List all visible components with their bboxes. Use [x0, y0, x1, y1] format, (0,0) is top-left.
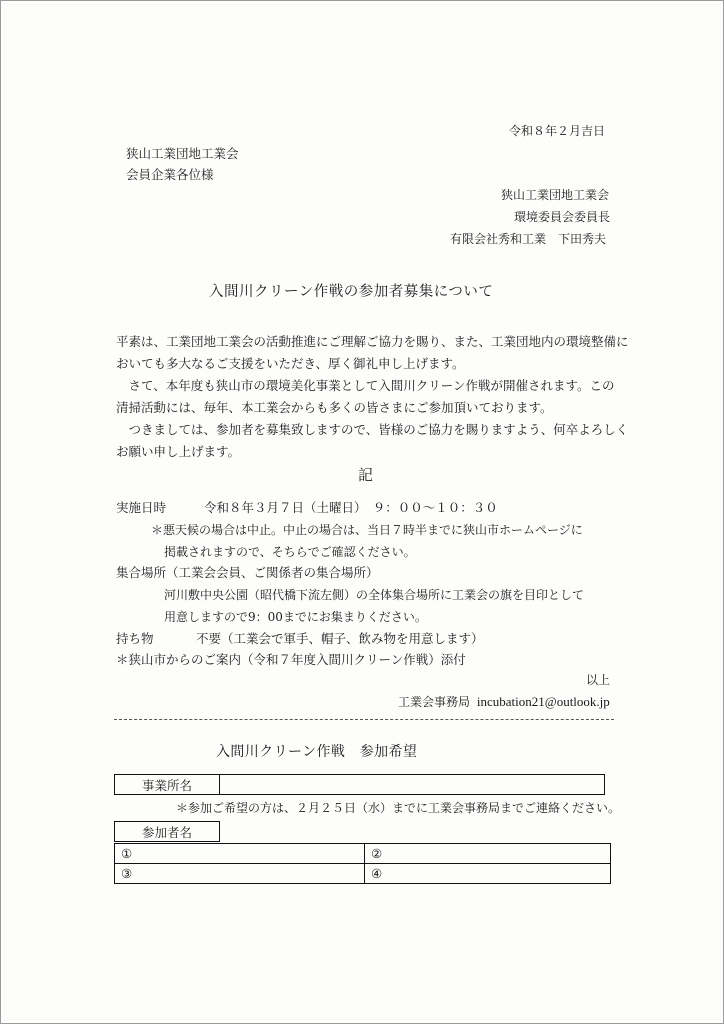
participant-slot-1[interactable]: ①: [115, 844, 365, 864]
recipient-line-2: 会員企業各位様: [126, 167, 214, 182]
participant-slot-4[interactable]: ④: [365, 864, 611, 884]
items-label: 持ち物: [116, 631, 154, 646]
items-value: 不要（工業会で軍手、帽子、飲み物を用意します）: [196, 631, 484, 646]
office-name-field[interactable]: [220, 775, 605, 795]
body-line-1: 平素は、工業団地工業会の活動推進にご理解ご協力を賜り、また、工業団地内の環境整備に: [116, 334, 629, 349]
attachment-note: ＊狭山市からのご案内（令和７年度入間川クリーン作戦）添付: [116, 652, 466, 667]
event-date-value: 令和８年３月７日（土曜日） ９：００～１０：３０: [204, 500, 498, 515]
event-date-note-2: 掲載されますので、そちらでご確認ください。: [164, 545, 416, 559]
contact-label: 工業会事務局: [398, 695, 471, 709]
body-line-2: おいても多大なるご支援をいただき、厚く御礼申し上げます。: [116, 356, 465, 371]
deadline-note: ＊参加ご希望の方は、２月２５日（水）までに工業会事務局までご連絡ください。: [176, 801, 621, 815]
event-date-note-1: ＊悪天候の場合は中止。中止の場合は、当日７時半までに狭山市ホームページに: [151, 523, 583, 537]
cut-line-divider: [114, 719, 614, 720]
sender-line-1: 狭山工業団地工業会: [501, 188, 610, 202]
sender-line-3: 有限会社秀和工業 下田秀夫: [450, 232, 607, 246]
contact-email[interactable]: incubation21@outlook.jp: [476, 694, 610, 709]
body-line-4: 清掃活動には、毎年、本工業会からも多くの皆さまにご参加頂いております。: [116, 400, 553, 415]
ki-heading: 記: [358, 466, 374, 484]
letter-body: [116, 331, 629, 463]
body-line-6: お願い申し上げます。: [116, 444, 241, 459]
event-date-label: 実施日時: [116, 500, 167, 515]
participants-label-table: [114, 821, 220, 842]
form-title: 入間川クリーン作戦 参加希望: [216, 744, 418, 760]
meeting-place-label: 集合場所（工業会会員、ご関係者の集合場所）: [116, 565, 379, 580]
participants-table: [114, 843, 611, 884]
document-date: 令和８年２月吉日: [509, 124, 606, 138]
contact-line: [398, 694, 610, 710]
recipient-line-1: 狭山工業団地工業会: [126, 146, 239, 161]
participants-label: 参加者名: [115, 822, 220, 842]
body-line-3: さて、本年度も狭山市の環境美化事業として入間川クリーン作戦が開催されます。この: [116, 378, 615, 393]
sender-line-2: 環境委員会委員長: [514, 210, 611, 224]
participant-slot-3[interactable]: ③: [115, 864, 365, 884]
participant-slot-2[interactable]: ②: [365, 844, 611, 864]
office-name-label: 事業所名: [115, 775, 220, 795]
meeting-place-line-2: 用意しますので9：00までにお集まりください。: [164, 610, 427, 624]
closing-ijo: 以上: [586, 673, 611, 687]
meeting-place-line-1: 河川敷中央公園（昭代橋下流左側）の全体集合場所に工業会の旗を目印として: [164, 588, 585, 602]
document-title: 入間川クリーン作戦の参加者募集について: [209, 284, 494, 300]
body-line-5: つきましては、参加者を募集致しますので、皆様のご協力を賜りますよう、何卒よろしく: [116, 422, 629, 437]
office-name-table: [114, 774, 605, 795]
